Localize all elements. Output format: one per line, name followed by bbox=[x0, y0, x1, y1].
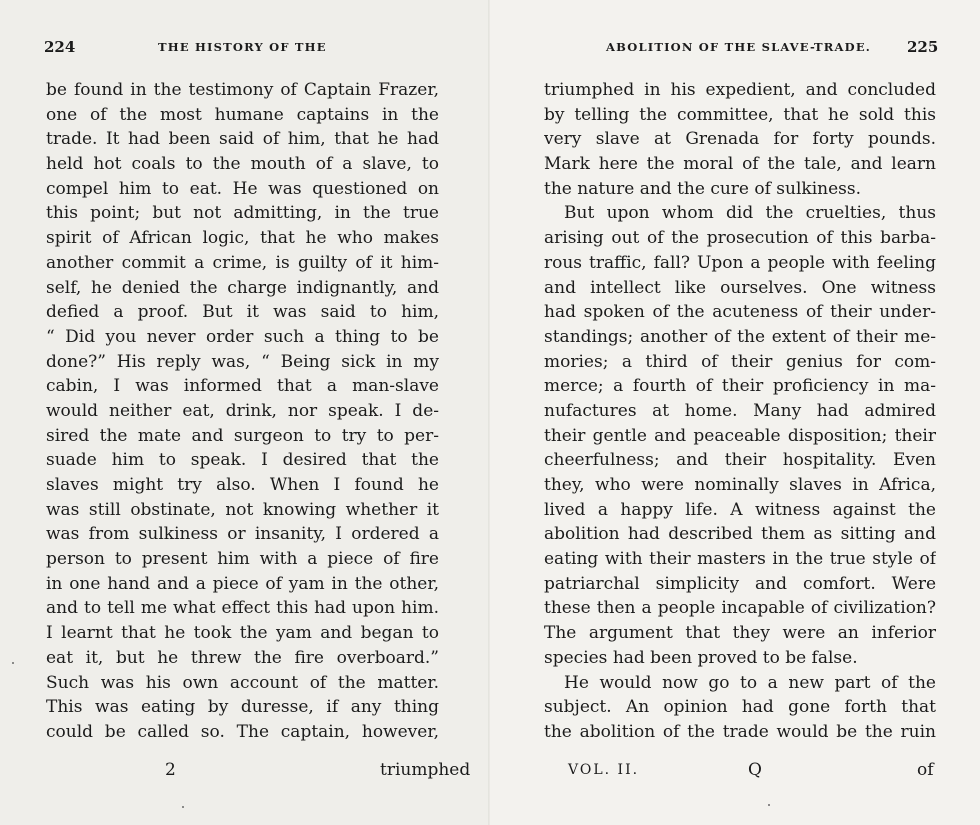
right-text-line: Mark here the moral of the tale, and learn bbox=[544, 154, 936, 175]
left-text-line: eat it, but he threw the fire overboard.” bbox=[46, 647, 439, 668]
right-text-line: He would now go to a new part of the bbox=[564, 672, 936, 693]
right-text-line: The argument that they were an inferior bbox=[544, 623, 936, 644]
left-text-line: This was eating by duresse, if any thing bbox=[46, 697, 439, 718]
right-catchword: of bbox=[917, 760, 934, 780]
left-text-line: I learnt that he took the yam and began to bbox=[46, 623, 439, 644]
right-text-line: had spoken of the acuteness of their under- bbox=[544, 302, 936, 323]
volume-label: VOL. II. bbox=[568, 762, 640, 778]
left-text-line: this point; but not admitting, in the true bbox=[46, 203, 439, 224]
right-text-line: mories; a third of their genius for com- bbox=[544, 351, 936, 372]
left-text-line: was still obstinate, not knowing whether it bbox=[46, 499, 439, 520]
right-text-line: and intellect like ourselves. One witness bbox=[544, 277, 936, 298]
left-text-line: held hot coals to the mouth of a slave, to bbox=[46, 154, 439, 175]
left-page-number: 224 bbox=[44, 38, 76, 56]
right-text-line: merce; a fourth of their proficiency in ma- bbox=[544, 376, 936, 397]
right-text-line: triumphed in his expedient, and concluded bbox=[544, 80, 936, 100]
right-text-line: species had been proved to be false. bbox=[544, 647, 858, 668]
left-text-line: trade. It had been said of him, that he had bbox=[46, 129, 439, 150]
right-text-line: standings; another of the extent of their me- bbox=[544, 326, 936, 347]
right-text-line: they, who were nominally slaves in Africa, bbox=[544, 475, 936, 495]
right-text-line: these then a people incapable of civilization? bbox=[544, 598, 936, 619]
right-text-block bbox=[544, 78, 936, 745]
right-text-line: the abolition of the trade would be the ruin bbox=[544, 721, 936, 742]
right-text-line: cheerfulness; and their hospitality. Even bbox=[544, 450, 936, 471]
right-text-line: the nature and the cure of sulkiness. bbox=[544, 178, 862, 199]
left-text-line: and to tell me what effect this had upon him. bbox=[46, 598, 439, 619]
right-text-line: abolition had described them as sitting and bbox=[544, 524, 936, 545]
right-signature-mark: Q bbox=[748, 760, 762, 780]
right-text-line: arising out of the prosecution of this barba- bbox=[544, 228, 936, 249]
scan-speck bbox=[768, 804, 770, 806]
left-text-line: could be called so. The captain, however, bbox=[46, 721, 439, 742]
left-running-head: THE HISTORY OF THE bbox=[158, 40, 327, 54]
scan-speck bbox=[182, 806, 184, 808]
left-text-line: done?” His reply was, “ Being sick in my bbox=[46, 351, 439, 372]
right-text-line: their gentle and peaceable disposition; their bbox=[544, 425, 936, 446]
right-text-line: nufactures at home. Many had admired bbox=[544, 400, 936, 421]
right-text-line: But upon whom did the cruelties, thus bbox=[564, 203, 936, 224]
right-page-number: 225 bbox=[907, 38, 939, 56]
left-text-line: spirit of African logic, that he who makes bbox=[46, 228, 439, 249]
right-text-line: patriarchal simplicity and comfort. Were bbox=[544, 573, 936, 594]
right-text-line: rous traffic, fall? Upon a people with feeling bbox=[544, 252, 936, 273]
left-text-line: defied a proof. But it was said to him, bbox=[46, 302, 439, 323]
left-text-line: be found in the testimony of Captain Frazer, bbox=[46, 80, 439, 100]
left-text-line: was from sulkiness or insanity, I ordered a bbox=[46, 524, 439, 545]
left-text-line: self, he denied the charge indignantly, and bbox=[46, 277, 439, 298]
left-text-line: suade him to speak. I desired that the bbox=[46, 450, 439, 471]
left-text-line: one of the most humane captains in the bbox=[46, 104, 439, 125]
scan-speck bbox=[12, 662, 14, 664]
left-text-line: person to present him with a piece of fire bbox=[46, 549, 439, 570]
right-text-line: by telling the committee, that he sold this bbox=[544, 104, 936, 125]
right-text-line: subject. An opinion had gone forth that bbox=[544, 697, 936, 718]
right-text-line: lived a happy life. A witness against the bbox=[544, 499, 936, 520]
right-running-head: ABOLITION OF THE SLAVE-TRADE. bbox=[606, 40, 872, 54]
left-text-block bbox=[46, 78, 439, 745]
left-text-line: Such was his own account of the matter. bbox=[46, 672, 439, 693]
left-text-line: in one hand and a piece of yam in the other, bbox=[46, 573, 439, 594]
left-catchword: triumphed bbox=[380, 760, 471, 780]
left-signature-mark: 2 bbox=[165, 760, 176, 780]
right-text-line: very slave at Grenada for forty pounds. bbox=[544, 129, 936, 150]
left-text-line: would neither eat, drink, nor speak. I de- bbox=[46, 400, 439, 421]
right-text-line: eating with their masters in the true style of bbox=[544, 549, 936, 570]
left-text-line: cabin, I was informed that a man-slave bbox=[46, 376, 439, 397]
left-text-line: another commit a crime, is guilty of it him- bbox=[46, 252, 439, 273]
right-page bbox=[490, 0, 980, 825]
left-text-line: sired the mate and surgeon to try to per- bbox=[46, 425, 439, 446]
left-text-line: compel him to eat. He was questioned on bbox=[46, 178, 439, 199]
left-text-line: “ Did you never order such a thing to be bbox=[46, 326, 439, 347]
left-text-line: slaves might try also. When I found he bbox=[46, 475, 439, 495]
